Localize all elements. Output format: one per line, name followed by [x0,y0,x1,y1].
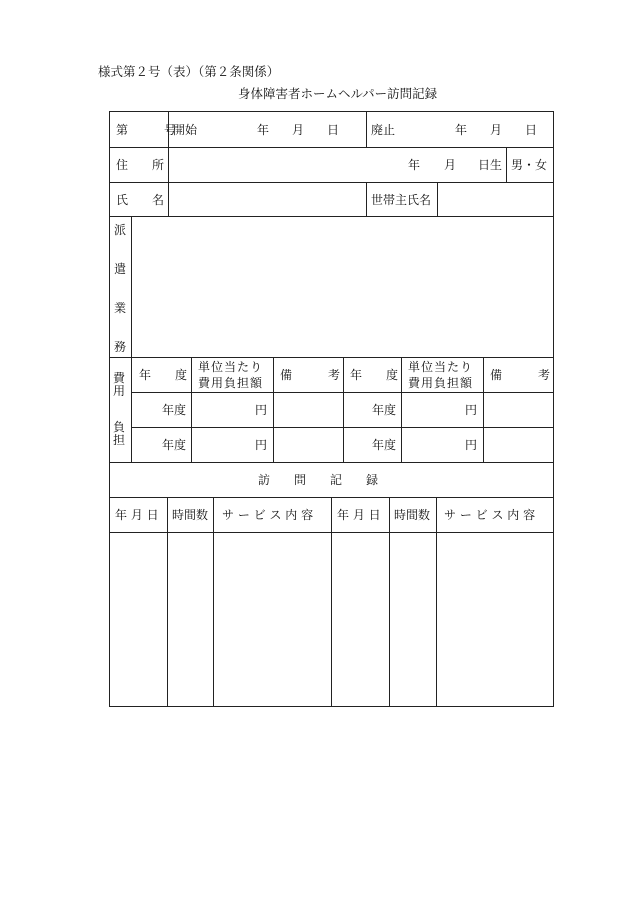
cost-header-unit: 費用負担額 [198,376,264,390]
col-divider [436,497,437,707]
col-divider [191,357,192,462]
number-label: 第 号 [116,123,177,137]
cost-row-yen: 円 [255,438,268,452]
dispatch-label-char: 務 [114,340,127,354]
col-divider [366,182,367,216]
col-divider [366,111,367,147]
page-title: 身体障害者ホームヘルパー訪問記録 [238,86,438,101]
row-divider [109,216,554,217]
col-divider [331,497,332,707]
visit-col-hours: 時間数 [172,508,209,522]
col-divider [213,497,214,707]
address-label: 住 所 [116,158,165,172]
col-divider [131,216,132,462]
cost-side-label: 負担 [113,420,126,447]
cost-header-year: 年 度 [350,368,399,382]
cost-row-year: 年度 [372,438,397,452]
visit-section-title: 訪 問 記 録 [258,473,379,487]
cost-row-year: 年度 [162,438,187,452]
name-label: 氏 名 [116,193,165,207]
visit-col-hours: 時間数 [394,508,431,522]
col-divider [343,357,344,462]
row-divider [109,357,554,358]
end-label: 廃止 [371,123,396,137]
col-divider [167,497,168,707]
cost-header-year: 年 度 [139,368,188,382]
end-day: 日 [525,123,538,137]
start-month: 月 [292,123,305,137]
dispatch-label-char: 遣 [114,262,127,276]
row-divider [109,147,554,148]
col-divider [389,497,390,707]
cost-header-unit: 費用負担額 [408,376,474,390]
end-year: 年 [455,123,468,137]
start-day: 日 [327,123,340,137]
start-label: 開始 [173,123,198,137]
householder-label: 世帯主氏名 [371,193,432,207]
cost-row-year: 年度 [162,403,187,417]
cost-row-yen: 円 [465,403,478,417]
cost-header-unit: 単位当たり [198,360,264,374]
start-year: 年 [257,123,270,137]
dispatch-label-char: 派 [114,223,127,237]
cost-side-label: 費用 [113,371,126,398]
gender-options: 男・女 [511,158,548,172]
row-divider [109,182,554,183]
form-label: 様式第２号（表）（第２条関係） [98,64,280,79]
cost-row-yen: 円 [255,403,268,417]
birth-year: 年 [408,158,421,172]
cost-header-unit: 単位当たり [408,360,474,374]
cost-header-notes: 備 考 [280,368,341,382]
visit-col-date: 年 月 日 [337,508,381,522]
row-divider [109,462,554,463]
visit-col-service: サ ー ビ ス 内 容 [222,508,314,522]
col-divider [506,147,507,182]
end-month: 月 [490,123,503,137]
visit-col-date: 年 月 日 [115,508,159,522]
birth-day: 日生 [478,158,503,172]
cost-row-yen: 円 [465,438,478,452]
col-divider [437,182,438,216]
col-divider [273,357,274,462]
dispatch-label-char: 業 [114,301,127,315]
cost-row-year: 年度 [372,403,397,417]
col-divider [483,357,484,462]
cost-header-notes: 備 考 [490,368,551,382]
col-divider [401,357,402,462]
visit-col-service: サ ー ビ ス 内 容 [444,508,536,522]
birth-month: 月 [444,158,457,172]
